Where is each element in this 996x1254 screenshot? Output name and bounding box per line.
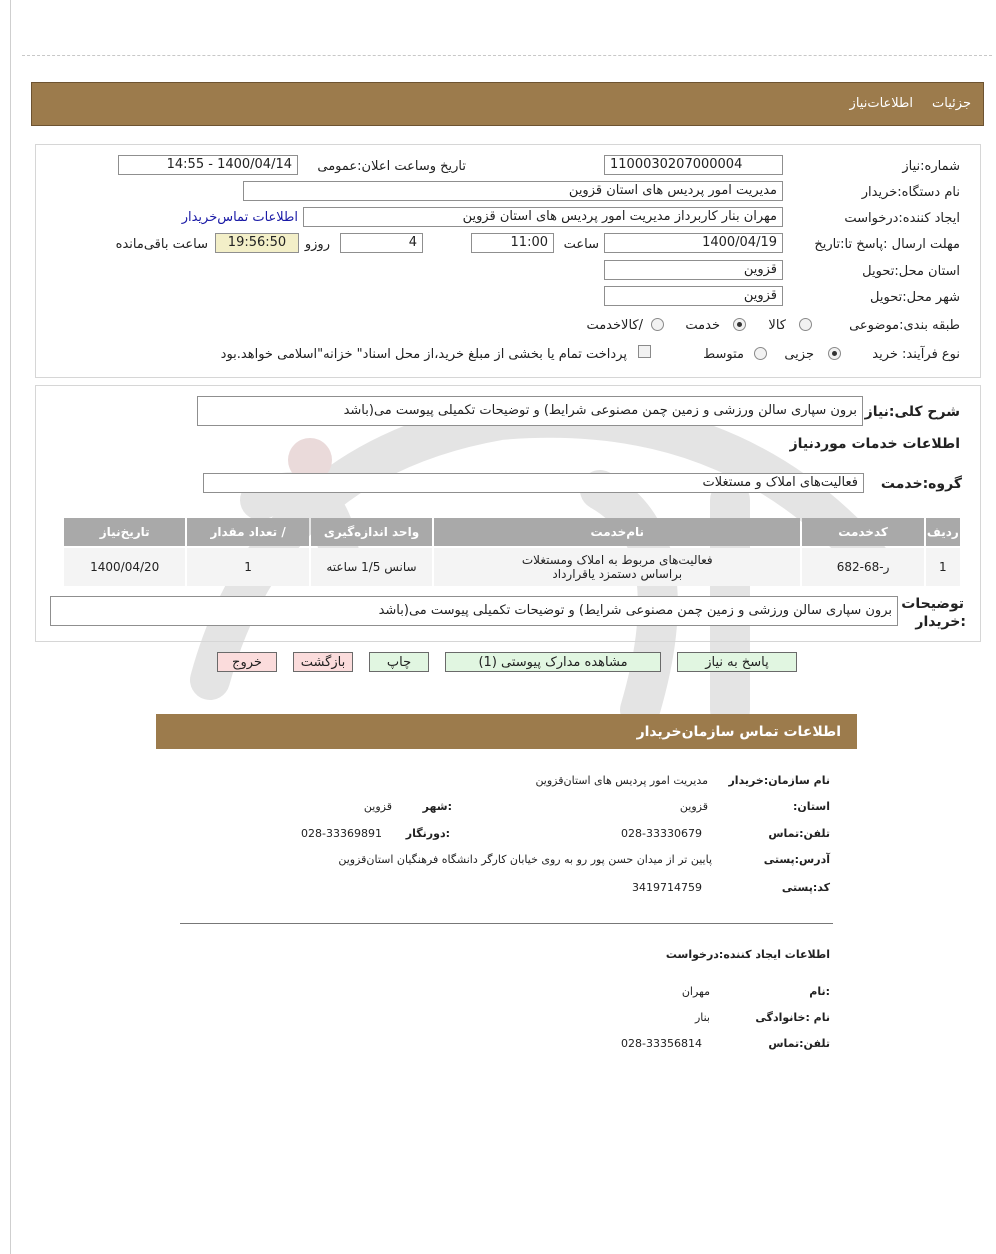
cell-code: ر-68-682 bbox=[802, 548, 923, 586]
col-row: ردیف bbox=[926, 518, 960, 546]
deadline-label: مهلت ارسال :پاسخ تا:تاریخ bbox=[814, 237, 960, 252]
buyer-contact-title: اطلاعات تماس سازمان‌خریدار bbox=[636, 724, 841, 740]
exit-button[interactable]: خروج bbox=[217, 652, 277, 672]
category-goods-radio[interactable] bbox=[799, 318, 812, 331]
deadline-time-label: ساعت bbox=[563, 237, 599, 252]
requester-phone-label: تلفن:تماس bbox=[768, 1037, 830, 1050]
category-label: طبقه بندی:موضوعی bbox=[849, 318, 960, 333]
process-minor-radio[interactable] bbox=[828, 347, 841, 360]
requester-family-label: نام :خانوادگی bbox=[755, 1011, 830, 1024]
province-label: استان محل:تحویل bbox=[862, 264, 960, 279]
service-group-label: گروه:خدمت bbox=[880, 476, 962, 492]
summary-field: برون سپاری سالن ورزشی و زمین چمن مصنوعی شرایط) و توضیحات تکمیلی پیوست می(باشد bbox=[197, 396, 863, 426]
buyer-contact-link[interactable]: اطلاعات تماس‌خریدار bbox=[181, 210, 298, 225]
requester-title: اطلاعات ایجاد کننده:درخواست bbox=[665, 948, 830, 961]
buyer-org-label: نام دستگاه:خریدار bbox=[861, 185, 960, 200]
deadline-date-field: 1400/04/19 bbox=[604, 233, 783, 253]
creator-label: ایجاد کننده:درخواست bbox=[844, 211, 960, 226]
col-name: نام‌خدمت bbox=[434, 518, 800, 546]
buyer-org-field: مدیریت امور پردیس های استان قزوین bbox=[243, 181, 783, 201]
tab-need-info[interactable]: اطلاعات‌نیاز bbox=[849, 96, 913, 111]
contact-fax-value: 028-33369891 bbox=[301, 827, 382, 840]
top-divider bbox=[22, 55, 992, 56]
announce-field: 1400/04/14 - 14:55 bbox=[118, 155, 298, 175]
top-tab-bar bbox=[31, 82, 984, 126]
category-service-label: خدمت bbox=[685, 318, 720, 333]
contact-separator bbox=[180, 923, 833, 924]
col-qty: / تعداد مقدار bbox=[187, 518, 308, 546]
contact-org-value: مدیریت امور پردیس های استان‌قزوین bbox=[535, 774, 708, 787]
services-table bbox=[62, 516, 962, 588]
contact-province-value: قزوین bbox=[679, 800, 708, 813]
deadline-time-field: 11:00 bbox=[471, 233, 554, 253]
buyer-notes-label-1: توضیحات bbox=[901, 596, 964, 612]
table-row bbox=[64, 548, 960, 586]
requester-family-value: بنار bbox=[694, 1011, 710, 1024]
remaining-label: ساعت باقی‌مانده bbox=[115, 237, 208, 252]
contact-city-value: قزوین bbox=[363, 800, 392, 813]
summary-label: شرح کلی:نیاز bbox=[864, 404, 960, 420]
need-info-panel bbox=[35, 144, 981, 378]
left-border bbox=[10, 0, 11, 1254]
buyer-notes-field: برون سپاری سالن ورزشی و زمین چمن مصنوعی شرایط) و توضیحات تکمیلی پیوست می(باشد bbox=[50, 596, 898, 626]
need-number-label: شماره:نیاز bbox=[902, 159, 960, 174]
province-field: قزوین bbox=[604, 260, 783, 280]
cell-name-line1: فعالیت‌های مربوط به املاک ومستغلات bbox=[521, 553, 713, 567]
creator-field: مهران بنار کاربرداز مدیریت امور پردیس های استان قزوین bbox=[303, 207, 783, 227]
col-code: کدخدمت bbox=[802, 518, 923, 546]
process-minor-label: جزیی bbox=[784, 347, 814, 362]
tab-details[interactable]: جزئیات bbox=[932, 96, 971, 111]
buyer-contact-header bbox=[156, 714, 857, 749]
cell-unit: سانس 1/5 ساعته bbox=[311, 548, 432, 586]
contact-address-label: آدرس:پستی bbox=[763, 853, 830, 866]
view-documents-button[interactable]: مشاهده مدارک پیوستی (1) bbox=[445, 652, 661, 672]
contact-phone-value: 028-33330679 bbox=[621, 827, 702, 840]
contact-city-label: :شهر bbox=[422, 800, 452, 813]
city-label: شهر محل:تحویل bbox=[870, 290, 960, 305]
remaining-time-field: 19:56:50 bbox=[215, 233, 299, 253]
contact-fax-label: :دورنگار bbox=[405, 827, 450, 840]
days-label: روزو bbox=[304, 237, 330, 252]
city-field: قزوین bbox=[604, 286, 783, 306]
requester-phone-value: 028-33356814 bbox=[621, 1037, 702, 1050]
reply-button[interactable]: پاسخ به نیاز bbox=[677, 652, 797, 672]
contact-postal-value: 3419714759 bbox=[632, 881, 702, 894]
requester-name-value: مهران bbox=[681, 985, 710, 998]
process-medium-label: متوسط bbox=[703, 347, 744, 362]
category-goods-service-label: /کالاخدمت bbox=[586, 318, 643, 333]
back-button[interactable]: بازگشت bbox=[293, 652, 353, 672]
col-date: تاریخ‌نیاز bbox=[64, 518, 185, 546]
cell-qty: 1 bbox=[187, 548, 308, 586]
cell-name bbox=[434, 548, 800, 586]
cell-row: 1 bbox=[926, 548, 960, 586]
treasury-payment-checkbox[interactable] bbox=[638, 345, 651, 358]
cell-date: 1400/04/20 bbox=[64, 548, 185, 586]
category-service-radio[interactable] bbox=[733, 318, 746, 331]
announce-label: تاریخ وساعت اعلان:عمومی bbox=[317, 159, 466, 174]
category-goods-label: کالا bbox=[768, 318, 786, 333]
contact-phone-label: تلفن:تماس bbox=[768, 827, 830, 840]
print-button[interactable]: چاپ bbox=[369, 652, 429, 672]
buyer-notes-label-2: :خریدار bbox=[915, 614, 966, 630]
category-goods-service-radio[interactable] bbox=[651, 318, 664, 331]
requester-name-label: :نام bbox=[809, 985, 830, 998]
process-label: نوع فرآیند: خرید bbox=[872, 347, 960, 362]
cell-name-line2: براساس دستمزد یاقرارداد bbox=[552, 567, 683, 581]
service-group-field: فعالیت‌های املاک و مستغلات bbox=[203, 473, 864, 493]
process-medium-radio[interactable] bbox=[754, 347, 767, 360]
contact-postal-label: کد:پستی bbox=[781, 881, 830, 894]
col-unit: واحد اندازه‌گیری bbox=[311, 518, 432, 546]
need-number-field: 1100030207000004 bbox=[604, 155, 783, 175]
contact-province-label: استان: bbox=[793, 800, 830, 813]
deadline-days-field: 4 bbox=[340, 233, 423, 253]
contact-address-value: پایین تر از میدان حسن پور رو به روی خیابان کارگر دانشگاه فرهنگیان استان‌قزوین bbox=[338, 853, 712, 866]
contact-org-label: نام سازمان:خریدار bbox=[728, 774, 830, 787]
services-title: اطلاعات خدمات موردنیاز bbox=[789, 436, 960, 452]
treasury-payment-label: پرداخت تمام یا بخشی از مبلغ خرید،از محل اسناد" خزانه"اسلامی خواهد.بود bbox=[220, 347, 627, 362]
